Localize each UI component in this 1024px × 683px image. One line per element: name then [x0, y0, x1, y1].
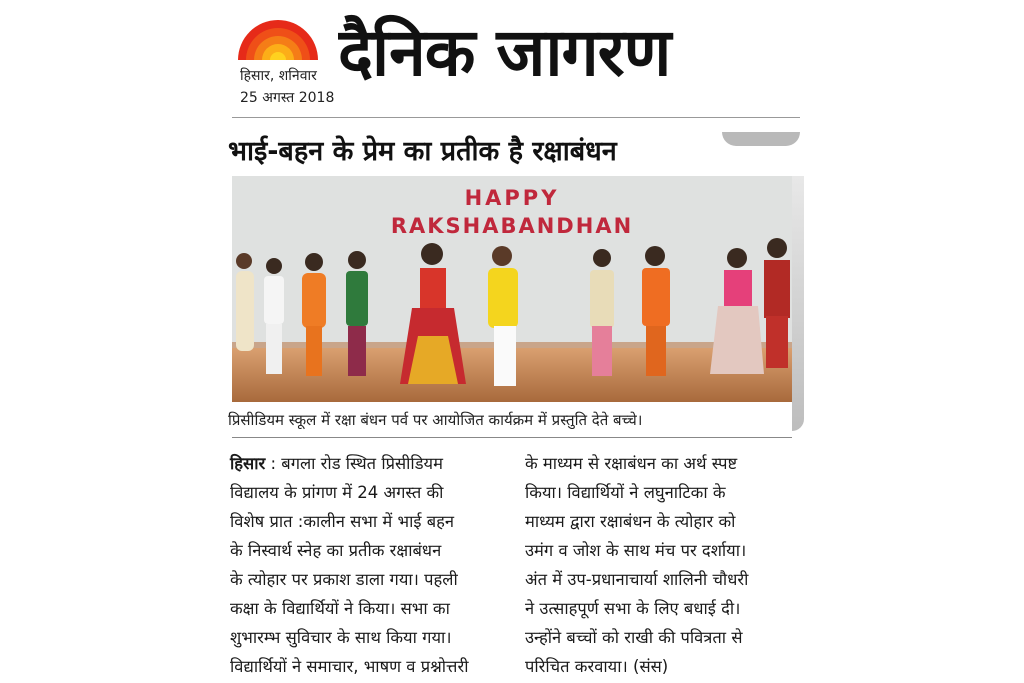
header-divider [232, 117, 800, 118]
rising-sun-icon [236, 16, 320, 62]
article-line: विद्यालय के प्रांगण में 24 अगस्त की [230, 483, 444, 502]
decorative-arc [722, 132, 800, 146]
edition-city-day: हिसार, शनिवार [240, 68, 317, 84]
article-line: विशेष प्रात :कालीन सभा में भाई बहन [230, 512, 455, 531]
article-photo [232, 176, 792, 402]
article-line: के त्योहार पर प्रकाश डाला गया। पहली [230, 570, 458, 589]
article-line: माध्यम द्वारा रक्षाबंधन के त्योहार को [525, 512, 736, 531]
article-line: परिचित करवाया। (संस) [525, 657, 669, 676]
article-line-text: : बगला रोड स्थित प्रिसीडियम [265, 454, 443, 473]
article-column-right [525, 449, 801, 681]
article-line: विद्यार्थियों ने समाचार, भाषण व प्रश्नोत्तरी [230, 657, 469, 676]
article-line: किया। विद्यार्थियों ने लघुनाटिका के [525, 483, 726, 502]
article-line: कक्षा के विद्यार्थियों ने किया। सभा का [230, 599, 450, 618]
caption-divider [232, 437, 792, 438]
article-line: के निस्वार्थ स्नेह का प्रतीक रक्षाबंधन [230, 541, 442, 560]
article-line: के माध्यम से रक्षाबंधन का अर्थ स्पष्ट [525, 454, 738, 473]
dainik-jagran-logo [236, 16, 320, 62]
newspaper-masthead: दैनिक जागरण [338, 14, 671, 91]
photo-banner-rakshabandhan: RAKSHABANDHAN [390, 214, 634, 238]
decorative-side-strip [792, 176, 804, 431]
photo-banner-happy: HAPPY [464, 186, 560, 210]
article-dateline: हिसार [230, 454, 266, 473]
photo-caption: प्रिसीडियम स्कूल में रक्षा बंधन पर्व पर आयोजित कार्यक्रम में प्रस्तुति देते बच्चे। [228, 411, 643, 429]
edition-date: 25 अगस्त 2018 [240, 90, 335, 106]
article-line: ने उत्साहपूर्ण सभा के लिए बधाई दी। [525, 599, 741, 618]
article-headline: भाई-बहन के प्रेम का प्रतीक है रक्षाबंधन [228, 136, 617, 167]
article-line: उमंग व जोश के साथ मंच पर दर्शाया। [525, 541, 747, 560]
article-line: शुभारम्भ सुविचार के साथ किया गया। [230, 628, 452, 647]
article-line [230, 449, 510, 478]
article-column-left [230, 449, 510, 681]
article-line: अंत में उप-प्रधानाचार्या शालिनी चौधरी [525, 570, 749, 589]
article-line: उन्होंने बच्चों को राखी की पवित्रता से [525, 628, 743, 647]
